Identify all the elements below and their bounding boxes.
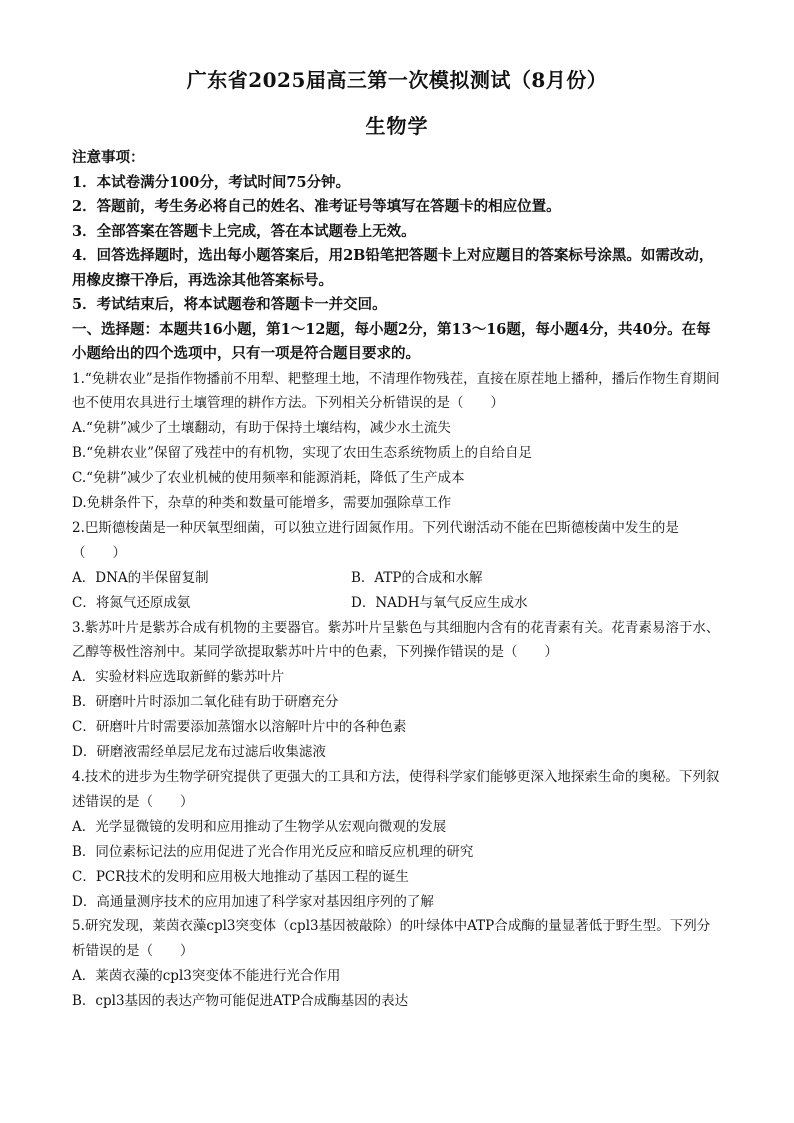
question-5 (72, 914, 722, 1014)
option-d: D．NADH与氧气反应生成水 (351, 594, 528, 611)
option-b: B．研磨叶片时添加二氧化硅有助于研磨充分 (72, 694, 339, 711)
notice-item-3: 3．全部答案在答题卡上完成，答在本试题卷上无效。 (72, 222, 416, 240)
option-a: A．莱茵衣藻的cpl3突变体不能进行光合作用 (72, 968, 341, 985)
option-b: B．cpl3基因的表达产物可能促进ATP合成酶基因的表达 (72, 993, 409, 1010)
option-a: A．实验材料应选取新鲜的紫苏叶片 (72, 669, 285, 686)
question-2 (72, 516, 722, 616)
option-d: D．高通量测序技术的应用加速了科学家对基因组序列的了解 (72, 893, 434, 910)
option-d: D.免耕条件下，杂草的种类和数量可能增多，需要加强除草工作 (72, 495, 452, 512)
option-row (72, 566, 722, 591)
question-3 (72, 616, 722, 765)
question-stem: 5.研究发现，莱茵衣藻cpl3突变体（cpl3基因被敲除）的叶绿体中ATP合成酶的量显著低于野生型。下列分析错误的是（ ） (72, 918, 711, 960)
notice-item-4: 4．回答选择题时，选出每小题答案后，用2B铅笔把答题卡上对应题目的答案标号涂黑。如需改动，用橡皮擦干净后，再选涂其他答案标号。 (72, 247, 714, 289)
option-a: A.“免耕”减少了土壤翻动，有助于保持土壤结构，减少水土流失 (72, 420, 451, 437)
question-stem: 2.巴斯德梭菌是一种厌氧型细菌，可以独立进行固氮作用。下列代谢活动不能在巴斯德梭菌中发生的是（ ） (72, 519, 679, 561)
option-a: A．DNA的半保留复制 (72, 569, 209, 586)
exam-title: 广东省2025届高三第一次模拟测试（8月份） (186, 68, 608, 92)
notice-item-1: 1．本试卷满分100分，考试时间75分钟。 (72, 173, 351, 191)
notice-section (72, 146, 722, 318)
notice-item-5: 5．考试结束后，将本试题卷和答题卡一并交回。 (72, 296, 387, 313)
question-1 (72, 367, 722, 516)
option-c: C．研磨叶片时需要添加蒸馏水以溶解叶片中的各种色素 (72, 719, 407, 736)
subject-title: 生物学 (365, 114, 429, 138)
option-b: B．同位素标记法的应用促进了光合作用光反应和暗反应机理的研究 (72, 843, 474, 860)
option-c: C．PCR技术的发明和应用极大地推动了基因工程的诞生 (72, 868, 409, 885)
option-c: C．将氮气还原成氨 (72, 594, 191, 611)
option-row (72, 591, 722, 616)
option-a: A．光学显微镜的发明和应用推动了生物学从宏观向微观的发展 (72, 818, 447, 835)
exam-content (72, 146, 722, 1014)
notice-item-2: 2．答题前，考生务必将自己的姓名、准考证号等填写在答题卡的相应位置。 (72, 198, 561, 215)
question-stem: 1.“免耕农业”是指作物播前不用犁、耙整理土地，不清理作物残茬，直接在原茬地上播种，播后作物生育期间也不使用农具进行土壤管理的耕作方法。下列相关分析错误的是（ ） (72, 370, 720, 412)
notice-heading: 注意事项： (72, 149, 145, 166)
section-heading: 一、选择题：本题共16小题，第1～12题，每小题2分，第13～16题，每小题4分，共40分。在每小题给出的四个选项中，只有一项是符合题目要求的。 (72, 320, 711, 362)
question-4 (72, 765, 722, 914)
option-b: B．ATP的合成和水解 (351, 569, 483, 586)
option-d: D．研磨液需经单层尼龙布过滤后收集滤液 (72, 744, 326, 761)
option-c: C.“免耕”减少了农业机械的使用频率和能源消耗，降低了生产成本 (72, 470, 465, 487)
option-b: B.“免耕农业”保留了残茬中的有机物，实现了农田生态系统物质上的自给自足 (72, 445, 533, 462)
question-stem: 4.技术的进步为生物学研究提供了更强大的工具和方法，使得科学家们能够更深入地探索生命的奥秘。下列叙述错误的是（ ） (72, 769, 720, 810)
question-stem: 3.紫苏叶片是紫苏合成有机物的主要器官。紫苏叶片呈紫色与其细胞内含有的花青素有关。花青素易溶于水、乙醇等极性溶剂中。某同学欲提取紫苏叶片中的色素，下列操作错误的是（ ） (72, 619, 720, 661)
